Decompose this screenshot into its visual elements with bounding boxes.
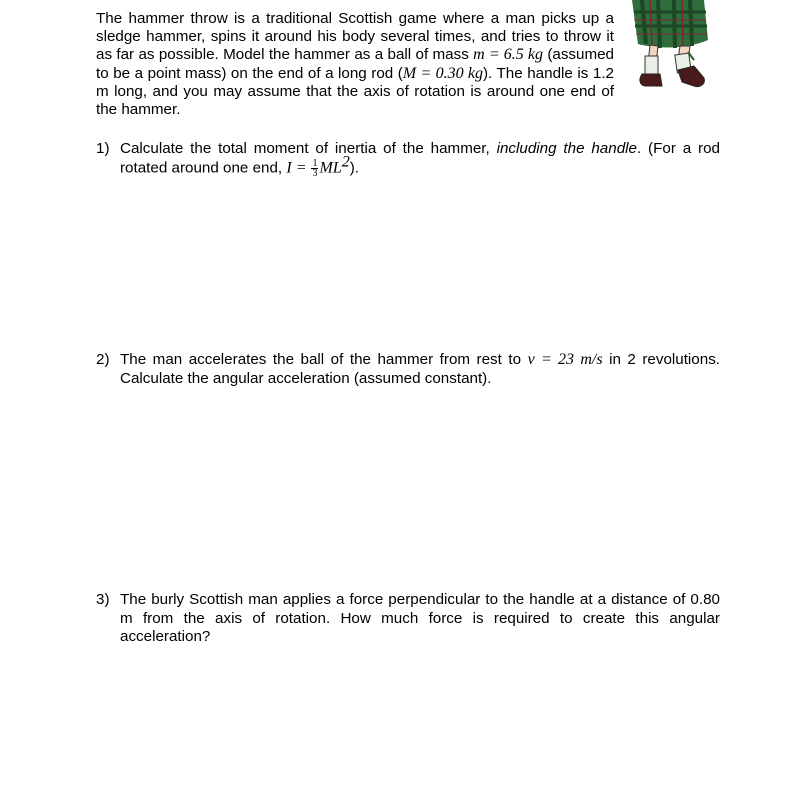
question-body (120, 351, 720, 388)
question-body (120, 591, 720, 647)
question-number: 2) (96, 351, 110, 368)
velocity-expression: v = 23 m/s (527, 351, 603, 368)
formula-lhs: I = (286, 159, 311, 177)
question-number: 3) (96, 591, 110, 608)
question-3 (96, 591, 720, 647)
question-text: The man accelerates the ball of the hammer from rest to (120, 351, 528, 368)
intro-paragraph (96, 10, 614, 119)
rod-mass-expression: M = 0.30 kg (402, 64, 483, 82)
formula-rhs: ML (319, 159, 342, 177)
intro-text-1: The hammer throw is a traditional Scottish game where a man picks up a sledge hammer, spins it around his body several times, and tries to throw it as far as possible. Model the hammer as a ball of mass (96, 10, 614, 64)
question-number: 1) (96, 140, 110, 157)
fraction-denominator: 3 (312, 167, 318, 179)
emphasis-text: including the handle (496, 140, 637, 157)
question-text: . (For a rod rotated around one end, (120, 140, 721, 177)
question-2 (96, 351, 720, 388)
question-1 (96, 140, 720, 178)
formula-exponent: 2 (341, 152, 350, 170)
question-body (120, 140, 720, 178)
mass-expression: m = 6.5 kg (473, 46, 543, 64)
kilted-man-legs-icon (620, 0, 720, 96)
question-text: The burly Scottish man applies a force perpendicular to the handle at a distance of 0.80 m from the axis of rotation. How much force is required to create this angular acceleration? (120, 591, 720, 645)
formula-fraction (311, 159, 318, 178)
question-text: ). (349, 159, 359, 177)
intro-text-3: ). The handle is 1.2 m long, and you may assume that the axis of rotation is around one end of the hammer. (96, 64, 614, 119)
intro-text-2: (assumed to be a point mass) on the end of a long rod ( (96, 46, 614, 82)
question-text: in 2 revolutions. Calculate the angular acceleration (assumed constant). (120, 351, 721, 387)
fraction-numerator: 1 (312, 157, 318, 169)
question-text: Calculate the total moment of inertia of the hammer, (120, 140, 497, 157)
